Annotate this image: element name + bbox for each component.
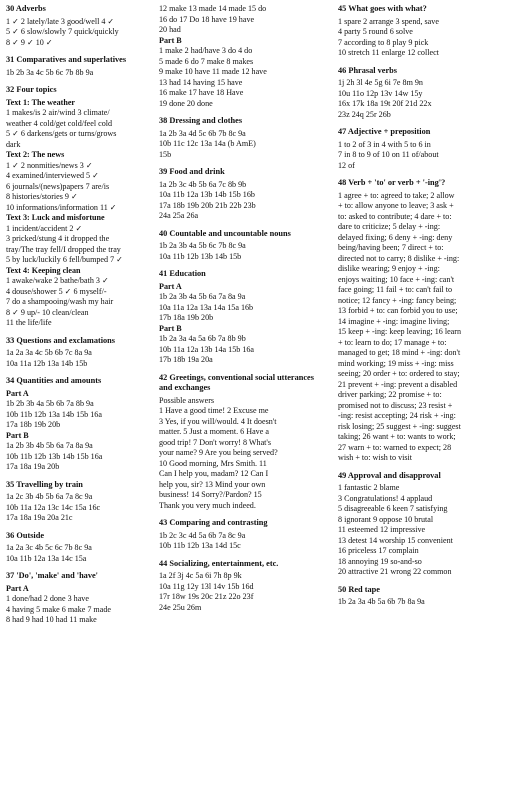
part-heading: Part A <box>159 281 182 291</box>
answer-line: 4 douse/shower 5 ✓ 6 myself/- <box>6 286 107 296</box>
answer-section <box>6 85 154 329</box>
answer-section <box>338 471 516 578</box>
answer-line: 17a 18b 19b 20b 21b 22b 23b <box>159 200 256 210</box>
answer-line: 23z 24q 25r 26b <box>338 109 391 119</box>
answer-line: 8 ✓ 9 up/- 10 clean/clean <box>6 307 89 317</box>
answer-line: risk losing; 25 suggest + -ing: suggest <box>338 421 461 431</box>
section-title: 31 Comparatives and superlatives <box>6 55 127 64</box>
answer-line: 5 made 6 do 7 make 8 makes <box>159 56 254 66</box>
answer-line: 1b 2a 3b 4a 5b 6a 7a 8a 9a <box>159 292 246 301</box>
answer-line: 27 warn + to: warned to expect; 28 <box>338 442 452 452</box>
answer-line: 3 Congratulations! 4 applaud <box>338 493 433 503</box>
answer-line: 1a 2b 3b 4b 5b 6a 7a 8a 9a <box>6 441 93 450</box>
part-heading: Text 1: The weather <box>6 97 76 107</box>
answer-line: 17r 18w 19s 20c 21z 22o 23f <box>159 592 254 601</box>
answer-line: 16 priceless 17 complain <box>338 546 419 555</box>
answer-section <box>338 178 516 464</box>
answer-line: matter. 5 Just a moment. 6 Have a <box>159 427 269 436</box>
answer-line: 1a 2a 3a 4c 5b 6b 7c 8a 9a <box>6 348 92 357</box>
answer-line: 7 in 8 to 9 of 10 on 11 of/about <box>338 150 439 159</box>
answer-section <box>6 336 154 370</box>
answer-section <box>159 229 322 263</box>
section-title: 36 Outside <box>6 530 45 540</box>
answer-line: notice; 12 fancy + -ing: fancy being; <box>338 295 457 305</box>
answer-line: managed to get; 18 mind + -ing: don't <box>338 348 461 357</box>
answer-section <box>159 4 322 109</box>
answer-line: 10b 11a 12a 13b 14a 15b 16a <box>159 344 255 354</box>
answer-line: 1a 2f 3j 4c 5a 6i 7h 8p 9k <box>159 571 242 580</box>
answer-line: 21 prevent + -ing: prevent a disabled <box>338 379 458 389</box>
answer-line: 1 awake/wake 2 bathe/bath 3 ✓ <box>6 276 109 285</box>
answer-line: dark <box>6 139 21 149</box>
answer-line: 1b 2a 3a 4a 5a 6b 7a 8b 9b <box>159 334 246 343</box>
answer-line: tray/The tray fell/I dropped the tray <box>6 244 121 254</box>
answer-section <box>6 55 154 78</box>
answer-line: Can I help you, madam? 12 Can I <box>159 469 269 478</box>
part-heading: Part B <box>159 323 182 333</box>
answer-line: 1b 2a 3b 4a 5b 6c 7b 8c 9a <box>159 241 246 250</box>
answer-line: wish + to: wish to visit <box>338 453 413 462</box>
answer-line: dare to criticize; 5 delay + -ing: <box>338 222 441 231</box>
answer-line: 24a 25a 26a <box>159 211 199 220</box>
answer-line: 17a 18a 19a 20a 21c <box>6 513 73 522</box>
section-title: 41 Education <box>159 269 206 278</box>
answer-section <box>159 167 322 222</box>
answer-section <box>6 571 154 626</box>
part-heading: Part B <box>159 35 182 45</box>
answer-line: 17b 18a 19b 20b <box>159 313 214 322</box>
answer-line: 1 done/had 2 done 3 have <box>6 594 89 603</box>
answer-section <box>338 127 516 171</box>
part-heading: Part B <box>6 430 29 440</box>
answer-line: 1 incident/accident 2 ✓ <box>6 223 83 233</box>
section-title: 49 Approval and disapproval <box>338 470 441 480</box>
answer-line: to: asked to contribute; 4 dare + to: <box>338 211 452 221</box>
section-title: 38 Dressing and clothes <box>159 116 243 125</box>
answer-section <box>159 518 322 552</box>
answer-line: 1b 2b 3a 4c 5b 6c 7b 8b 9a <box>6 67 94 77</box>
section-title: 32 Four topics <box>6 85 57 94</box>
answer-line: 10a 11g 12y 13l 14v 15b 16d <box>159 581 254 591</box>
answer-line: 10a 11b 12b 13b 14b 15b <box>159 251 242 261</box>
section-title: 40 Countable and uncountable nouns <box>159 228 291 238</box>
answer-line: 16x 17k 18a 19t 20f 21d 22x <box>338 99 432 108</box>
answer-line: + to: learn to do; 17 manage + to: <box>338 337 447 347</box>
answer-line: 1 make 2 had/have 3 do 4 do <box>159 46 253 55</box>
answer-line: 10b 11b 12b 13a 14d 15c <box>159 541 241 550</box>
answer-line: 17b 18b 19a 20a <box>159 355 213 364</box>
section-title: 34 Quantities and amounts <box>6 376 102 385</box>
part-heading: Text 4: Keeping clean <box>6 265 81 275</box>
answer-line: 14 imagine + -ing: imagine living; <box>338 316 450 326</box>
section-title: 37 'Do', 'make' and 'have' <box>6 571 98 580</box>
answer-line: 12 make 13 made 14 made 15 do <box>159 4 267 13</box>
answer-line: 7 do a shampooing/wash my hair <box>6 297 114 306</box>
answer-line: 9 make 10 have 11 made 12 have <box>159 67 267 76</box>
answer-line: 10 informations/information 11 ✓ <box>6 202 117 212</box>
answer-line: 5 by luck/luckily 6 fell/bumped 7 ✓ <box>6 255 123 264</box>
answer-line: business! 14 Sorry?/Pardon? 15 <box>159 490 262 499</box>
answer-line: 16 do 17 Do 18 have 19 have <box>159 14 255 24</box>
part-heading: Part A <box>6 388 29 398</box>
section-title: 47 Adjective + preposition <box>338 127 431 136</box>
answer-line: 10a 11b 12a 13a 14c 15a <box>6 553 87 563</box>
part-heading: Text 3: Luck and misfortune <box>6 213 105 222</box>
answer-column-1 <box>6 4 154 633</box>
answer-line: + to: allow anyone to leave; 3 ask + <box>338 201 454 210</box>
section-title: 50 Red tape <box>338 584 380 594</box>
answer-line: 24e 25u 26m <box>159 602 202 612</box>
answer-line: 8 histories/stories 9 ✓ <box>6 192 78 201</box>
answer-line: delayed fixing; 6 deny + -ing: deny <box>338 232 453 242</box>
answer-line: 1a 2b 3a 4d 5c 6b 7b 8c 9a <box>159 128 246 138</box>
answer-line: 10a 11b 12a 13b 14b 15b 16b <box>159 190 255 199</box>
answer-line: your name? 9 Are you being served? <box>159 448 278 457</box>
answer-line: 15 keep + -ing: keep leaving; 16 learn <box>338 327 462 336</box>
answer-section <box>338 4 516 59</box>
answer-line: driver parking; 22 promise + to: <box>338 390 442 399</box>
answer-line: 5 ✓ 6 darkens/gets or turns/grows <box>6 129 117 138</box>
answer-line: 7 according to 8 play 9 pick <box>338 37 429 47</box>
part-heading: Possible answers <box>159 395 215 405</box>
answer-line: 4 examined/interviewed 5 ✓ <box>6 171 99 180</box>
answer-line: 18 annoying 19 so-and-so <box>338 556 422 566</box>
answer-line: 8 had 9 had 10 had 11 make <box>6 615 97 624</box>
answer-line: directed not to carry; 8 dislike + -ing: <box>338 253 460 263</box>
answer-line: 10b 11b 12b 13a 14b 15b 16a <box>6 409 102 419</box>
answer-line: 1 fantastic 2 blame <box>338 483 400 492</box>
answer-section <box>6 4 154 48</box>
section-title: 42 Greetings, conventional social utterances and exchanges <box>159 372 314 392</box>
section-title: 46 Phrasal verbs <box>338 65 397 75</box>
answer-section <box>159 116 322 160</box>
answer-line: 13 had 14 having 15 have <box>159 77 243 87</box>
answer-line: 1j 2h 3l 4e 5g 6i 7e 8m 9n <box>338 78 423 87</box>
answer-line: promised not to discuss; 23 resist + <box>338 400 453 410</box>
answer-section <box>338 585 516 608</box>
answer-line: 5 ✓ 6 slow/slowly 7 quick/quickly <box>6 27 119 36</box>
answer-line: 19 done 20 done <box>159 98 213 108</box>
answer-line: 10 Good morning, Mrs Smith. 11 <box>159 458 267 468</box>
answer-line: 13 detest 14 worship 15 convenient <box>338 535 453 545</box>
answer-line: 1a 2c 3b 4b 5b 6a 7a 8c 9a <box>6 492 93 501</box>
answer-line: 10b 11b 12b 13b 14b 15b 16a <box>6 451 103 461</box>
answer-line: 8 ✓ 9 ✓ 10 ✓ <box>6 37 53 47</box>
answer-line: 3 pricked/stung 4 it dropped the <box>6 234 110 243</box>
section-title: 43 Comparing and contrasting <box>159 518 268 527</box>
answer-line: 17a 18a 19a 20b <box>6 462 60 471</box>
answer-line: 3 Yes, if you will/would. 4 It doesn't <box>159 416 277 426</box>
part-heading: Part A <box>6 583 29 593</box>
section-title: 30 Adverbs <box>6 4 46 13</box>
answer-line: 10a 11a 12b 13a 14b 15b <box>6 358 88 368</box>
answer-line: 10 stretch 11 enlarge 12 collect <box>338 48 439 57</box>
section-title: 48 Verb + 'to' or verb + '-ing'? <box>338 178 446 187</box>
answer-line: 1 makes/is 2 air/wind 3 climate/ <box>6 108 110 117</box>
answer-line: mind working; 19 miss + -ing: miss <box>338 358 454 368</box>
answer-line: 16 make 17 have 18 Have <box>159 88 244 97</box>
answer-section <box>338 66 516 121</box>
answer-line: 10u 11o 12p 13v 14w 15y <box>338 88 423 98</box>
part-heading: Text 2: The news <box>6 150 65 159</box>
answer-line: 8 ignorant 9 oppose 10 brutal <box>338 514 434 524</box>
answer-line: 5 disagreeable 6 keen 7 satisfying <box>338 504 448 513</box>
answer-line: 10b 11a 12a 13c 14c 15a 16c <box>6 502 101 512</box>
section-title: 39 Food and drink <box>159 167 225 176</box>
answer-section <box>159 559 322 614</box>
answer-section <box>6 376 154 473</box>
answer-line: -ing: resist accepting; 24 risk + -ing: <box>338 411 456 420</box>
answer-line: 20 had <box>159 25 181 34</box>
answer-line: 6 journals/(news)papers 7 are/is <box>6 181 110 191</box>
answer-line: weather 4 cold/get cold/feel cold <box>6 118 113 128</box>
answer-line: 13 forbid + to: can forbid you to use; <box>338 306 458 315</box>
answer-line: 11 the life/life <box>6 318 52 327</box>
answer-line: 1 ✓ 2 lately/late 3 good/well 4 ✓ <box>6 16 115 26</box>
answer-line: enjoys waiting; 10 face + -ing: can't <box>338 274 455 284</box>
answer-line: 15b <box>159 149 172 159</box>
answer-column-2 <box>159 4 322 620</box>
answer-line: 1 Have a good time! 2 Excuse me <box>159 406 269 415</box>
section-title: 33 Questions and exclamations <box>6 335 116 345</box>
answer-line: 1a 2b 3c 4b 5b 6a 7c 8b 9b <box>159 179 247 189</box>
answer-line: 1a 2a 3c 4b 5c 6c 7b 8c 9a <box>6 543 92 552</box>
answer-line: 4 having 5 make 6 make 7 made <box>6 604 111 614</box>
answer-line: being/having been; 7 direct + to: <box>338 243 444 252</box>
answer-section <box>159 269 322 366</box>
answer-line: 4 party 5 round 6 solve <box>338 27 413 36</box>
answer-line: Thank you very much indeed. <box>159 500 256 510</box>
answer-line: 10a 11a 12a 13a 14a 15a 16b <box>159 302 254 312</box>
answer-line: 10b 11c 12c 13a 14a (b AmE) <box>159 139 256 148</box>
answer-section <box>6 480 154 524</box>
answer-line: 1 spare 2 arrange 3 spend, save <box>338 16 439 26</box>
answer-section <box>6 531 154 565</box>
section-title: 45 What goes with what? <box>338 4 427 13</box>
section-title: 35 Travelling by train <box>6 479 83 489</box>
answer-line: 17a 18b 19b 20b <box>6 420 61 429</box>
answer-line: 1b 2c 3c 4d 5a 6b 7a 8c 9a <box>159 530 246 540</box>
answer-line: 1b 2a 3a 4b 5a 6b 7b 8a 9a <box>338 597 425 606</box>
answer-line: 1b 2b 3b 4a 5b 6b 7a 8b 9a <box>6 399 94 408</box>
answer-line: good trip! 7 Don't worry! 8 What's <box>159 437 272 447</box>
answer-line: 1 ✓ 2 nonmities/news 3 ✓ <box>6 160 93 170</box>
answer-line: 1 to 2 of 3 in 4 with 5 to 6 in <box>338 139 431 149</box>
answer-line: dislike wearing; 9 enjoy + -ing: <box>338 264 440 273</box>
answer-column-3 <box>338 4 516 615</box>
answer-line: 11 esteemed 12 impressive <box>338 525 426 534</box>
answer-line: 12 of <box>338 160 355 170</box>
section-title: 44 Socializing, entertainment, etc. <box>159 558 279 568</box>
answer-line: 20 attractive 21 wrong 22 common <box>338 567 452 576</box>
answer-section <box>159 373 322 512</box>
answer-line: seeing; 20 order + to: ordered to stay; <box>338 369 460 378</box>
answer-line: face going; 11 fail + to: can't fail to <box>338 285 453 294</box>
answer-line: taking; 26 want + to: wants to work; <box>338 432 456 441</box>
answer-line: 1 agree + to: agreed to take; 2 allow <box>338 190 455 200</box>
answer-line: help you, sir? 13 Mind your own <box>159 479 266 489</box>
